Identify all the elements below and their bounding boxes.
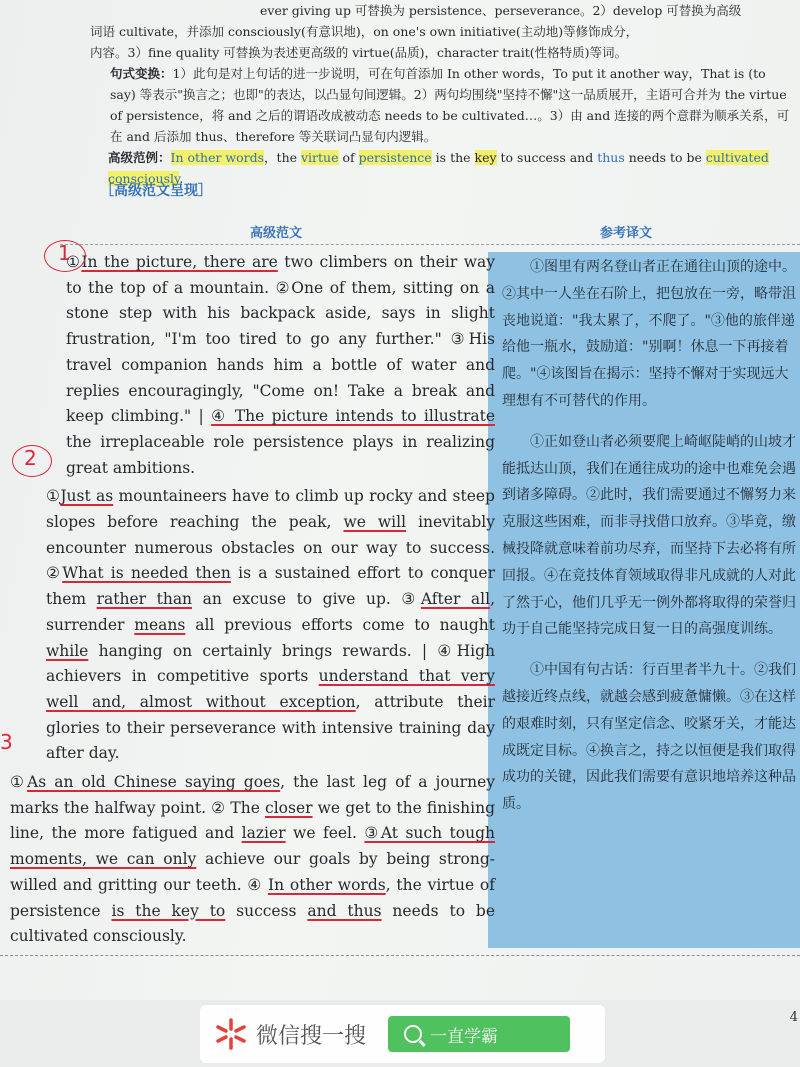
- bottom-divider: [0, 955, 800, 956]
- underlined-phrase: ③At such tough moments, we can only: [10, 824, 495, 869]
- essay-text: two climbers on their way to the top of a mountain. ②One of them, sitting on a stone step with his backpack aside, says in slight frustration, "I'm too tired to go any further." ③His travel companion hands him a bottle of water and replies encouragingly, "Come on! Take a break and keep climbing." |: [66, 253, 495, 426]
- handwritten-mark-2: 2: [24, 446, 37, 470]
- translation-paragraph-3: ①中国有句古话：行百里者半九十。②我们越接近终点线，就越会感到疲惫慵懒。③在这样的艰难时刻，只有坚定信念、咬紧牙关，才能达成既定目标。④换言之，持之以恒便是我们取得成功的关键，因此我们需要有意识地培养这种品质。: [502, 662, 796, 813]
- example-segment: .: [179, 171, 184, 186]
- english-header: 高级范文: [250, 226, 303, 241]
- underlined-phrase: means: [134, 615, 186, 634]
- notes-line: 词语 cultivate，并添加 consciously(有意识地)，on one's own initiative(主动地)等修饰成分，: [90, 24, 639, 39]
- essay-text: needs to be cultivated consciously.: [10, 901, 495, 946]
- chinese-header: 参考译文: [600, 226, 653, 241]
- essay-text: we get to the finishing line, the more fatigued and: [10, 798, 495, 843]
- underlined-phrase: After all: [420, 590, 491, 609]
- example-segment: ，the: [264, 150, 301, 165]
- translation-paragraph-2: ①正如登山者必须要爬上崎岖陡峭的山坡才能抵达山顶，我们在通往成功的途中也难免会遇到诸多障碍。②此时，我们需要通过不懈努力来克服这些困难，而非寻找借口放弃。③毕竟，缴械投降就意味着前功尽弃，而坚持下去必将有所回报。④在竞技体育领域取得非凡成就的人对此了然于心，他们几乎无一例外都将取得的荣誉归功于自己能坚持完成日复一日的高强度训练。: [502, 433, 796, 638]
- underlined-phrase: is the key to: [111, 901, 226, 920]
- example-segment: persistence: [358, 150, 432, 165]
- essay-text: mountaineers have to climb up rocky and steep slopes before reaching the peak,: [46, 487, 495, 532]
- underlined-phrase: As an old Chinese saying goes: [27, 773, 281, 792]
- underlined-phrase: In the picture, there are: [81, 253, 278, 271]
- essay-text: achieve our goals by being strong-willed and gritting our teeth. ④: [10, 850, 495, 894]
- example-segment: to success and: [496, 150, 598, 165]
- underlined-phrase: ④ The picture intends to illustrate: [211, 407, 495, 426]
- section-bracket: ［高级范文呈现］: [100, 183, 212, 199]
- essay-text: the irreplaceable role persistence plays in realizing great ambitions.: [66, 432, 495, 477]
- essay-paragraph-2: [0, 484, 495, 767]
- essay-text: inevitably encounter numerous obstacles on our way to success. ②: [46, 513, 496, 583]
- page-number: 4: [789, 1010, 798, 1025]
- search-account-button[interactable]: [388, 1016, 570, 1052]
- essay-text: hanging on certainly brings rewards. | ④High achievers in competitive sports: [46, 641, 495, 686]
- essay-paragraph-1: [0, 250, 495, 481]
- essay-text: we feel.: [285, 824, 365, 843]
- search-account-label: 一直学霸: [430, 1026, 499, 1047]
- translation-paragraph-1: ①图里有两名登山者正在通往山顶的途中。②其中一人坐在石阶上，把包放在一旁，略带沮丧地说道："我太累了，不爬了。"③他的旅伴递给他一瓶水，鼓励道："别啊！休息一下再接着爬。"④该图旨在揭示：坚持不懈对于实现远大理想有不可替代的作用。: [502, 259, 796, 409]
- example-segment: virtue: [301, 150, 339, 165]
- example-segment: key: [474, 150, 497, 165]
- example-segment: thus: [597, 150, 625, 165]
- underlined-phrase: understand that very well and, almost without exception: [46, 667, 495, 711]
- essay-text: , the last leg of a journey marks the halfway point. ② The: [10, 773, 495, 817]
- essay-text: success: [225, 901, 308, 920]
- underlined-phrase: we will: [343, 513, 407, 532]
- wechat-search-text: 微信搜一搜: [256, 1023, 367, 1049]
- essay-text: an excuse to give up. ③: [192, 590, 421, 609]
- essay-text: , the virtue of persistence: [10, 875, 495, 920]
- essay-paragraph-3: [0, 770, 495, 950]
- example-segment: needs to be: [624, 150, 706, 165]
- essay-text: ①: [10, 773, 28, 792]
- essay-text: , surrender: [46, 590, 495, 634]
- underlined-phrase: and thus: [307, 901, 382, 920]
- wechat-search-icon: [214, 1017, 248, 1051]
- divider: [60, 244, 800, 245]
- example-segment: cultivated consciously: [108, 150, 769, 186]
- underlined-phrase: while: [46, 641, 89, 660]
- essay-text: all previous efforts come to naught: [185, 615, 495, 634]
- underlined-phrase: rather than: [96, 590, 193, 609]
- underlined-phrase: Just as: [60, 487, 114, 506]
- sentence-text: 1）此句是对上句话的进一步说明，可在句首添加 In other words，To put it another way，That is (to say) 等表示"换言之；也即"的表达，以凸显句间逻辑。2）两句均围绕"坚持不懈"这一品质展开，主语可合并为 the virtue of persistence，将 and 之后的谓语改成被动态 needs to be cultivated…。3）由 and 连接的两个意群为顺承关系，可在 and 后添加 thus、therefore 等关联词凸显句内逻辑。: [110, 66, 790, 144]
- english-essay: [0, 250, 495, 953]
- sentence-transform: [60, 63, 790, 147]
- underlined-phrase: In other words: [267, 875, 386, 894]
- essay-text: , attribute their glories to their perseverance with intensive training day after day.: [46, 692, 496, 763]
- example-segment: of: [338, 150, 359, 165]
- magnifier-icon: [404, 1025, 422, 1043]
- underlined-phrase: What is needed then: [62, 564, 231, 583]
- wechat-search-bar[interactable]: [200, 1005, 605, 1063]
- essay-text: is a sustained effort to conquer them: [46, 564, 495, 609]
- essay-text: ①: [46, 487, 61, 506]
- sentence-label: 句式变换：: [110, 66, 173, 81]
- example-label: 高级范例：: [108, 150, 171, 165]
- handwritten-mark-1: 1: [58, 241, 71, 265]
- chinese-translation: [502, 254, 798, 832]
- example-segment: In other words: [170, 150, 265, 165]
- notes-section: [60, 0, 790, 189]
- underlined-phrase: closer: [265, 798, 313, 817]
- notes-line: ever giving up 可替换为 persistence、perseverance。2）develop 可替换为高级: [260, 3, 742, 18]
- underlined-phrase: lazier: [241, 824, 286, 843]
- notes-line: 内容。3）fine quality 可替换为表述更高级的 virtue(品质)，character trait(性格特质)等词。: [90, 45, 628, 60]
- essay-text: ①: [66, 253, 82, 271]
- example-segment: is the: [431, 150, 475, 165]
- handwritten-mark-3: 3: [0, 730, 13, 754]
